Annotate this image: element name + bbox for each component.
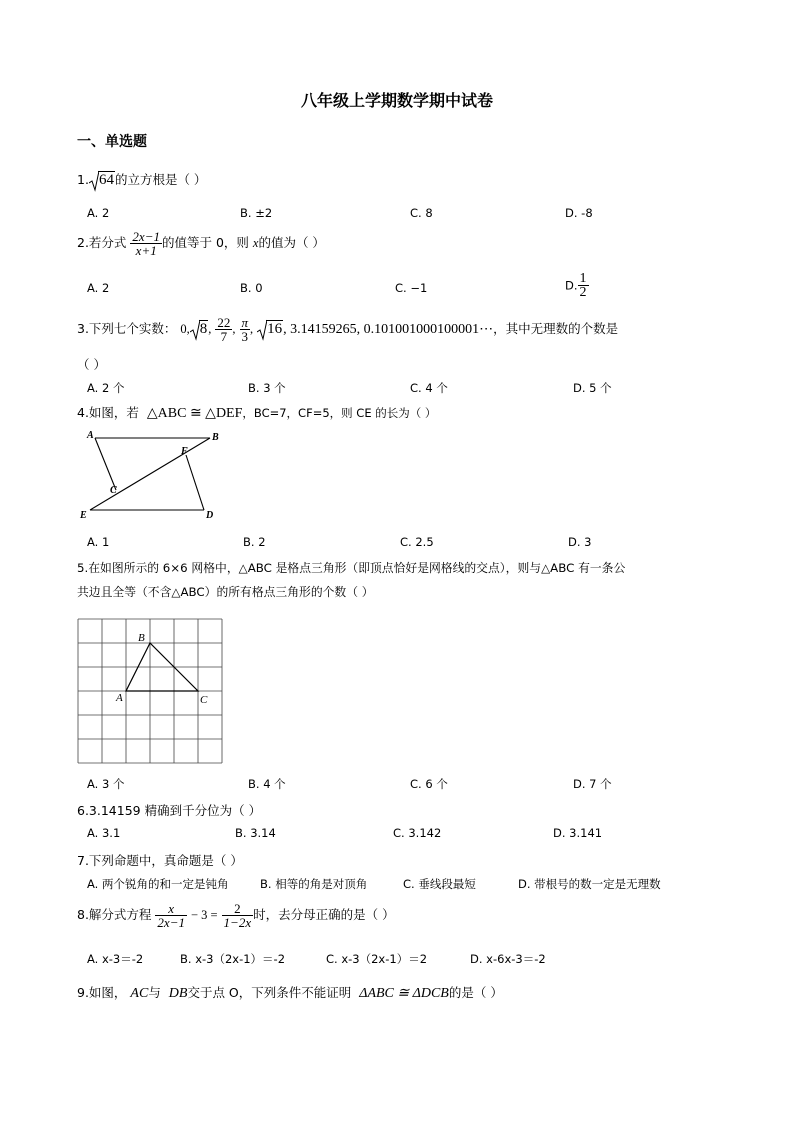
question-5-line-2: 共边且全等（不含△ABC）的所有格点三角形的个数（ ） — [77, 585, 374, 599]
q4-option-d[interactable]: D. 3 — [568, 535, 592, 549]
sqrt-64: 64 — [89, 172, 115, 189]
q1-option-a[interactable]: A. 2 — [87, 206, 110, 220]
grid-label-c: C — [200, 694, 208, 706]
q4-figure — [78, 428, 228, 523]
section-heading: 一、单选题 — [77, 134, 147, 150]
q5-option-a[interactable]: A. 3 个 — [87, 777, 125, 791]
question-6: 6.3.14159 精确到千分位为（ ） — [77, 803, 262, 818]
q1-text: 的立方根是（ ） — [114, 172, 207, 187]
label-a: A — [87, 430, 94, 441]
q2-option-c[interactable]: C. −1 — [395, 281, 428, 295]
grid-label-b: B — [138, 632, 145, 644]
q8-option-c[interactable]: C. x-3（2x-1）＝2 — [326, 952, 428, 966]
q8-option-d[interactable]: D. x-6x-3＝-2 — [470, 952, 546, 966]
q2-option-d[interactable]: D. $\frac{1}{2}$ — [565, 271, 587, 300]
q3-option-c[interactable]: C. 4 个 — [410, 381, 448, 395]
q6-option-c[interactable]: C. 3.142 — [393, 826, 442, 840]
q7-option-d[interactable]: D. 带根号的数一定是无理数 — [518, 877, 661, 891]
q4-option-a[interactable]: A. 1 — [87, 535, 110, 549]
q2-option-b[interactable]: B. 0 — [240, 281, 263, 295]
q3-option-d[interactable]: D. 5 个 — [573, 381, 612, 395]
q6-option-a[interactable]: A. 3.1 — [87, 826, 121, 840]
q5-option-d[interactable]: D. 7 个 — [573, 777, 612, 791]
fraction: $\frac{2x-1}{x+1}$ — [132, 229, 160, 258]
label-f: F — [181, 446, 188, 457]
q1-number: 1. — [77, 172, 89, 187]
question-1 — [77, 170, 206, 189]
label-c: C — [110, 485, 117, 496]
label-d: D — [206, 510, 214, 521]
q7-option-a[interactable]: A. 两个锐角的和一定是钝角 — [87, 877, 229, 891]
q8-option-b[interactable]: B. x-3（2x-1）＝-2 — [180, 952, 286, 966]
q8-option-a[interactable]: A. x-3＝-2 — [87, 952, 144, 966]
question-7: 7.下列命题中，真命题是（ ） — [77, 853, 243, 868]
q1-option-b[interactable]: B. ±2 — [240, 206, 273, 220]
q1-option-d[interactable]: D. -8 — [565, 206, 593, 220]
q7-option-b[interactable]: B. 相等的角是对顶角 — [260, 877, 368, 891]
q1-option-c[interactable]: C. 8 — [410, 206, 433, 220]
q3-option-a[interactable]: A. 2 个 — [87, 381, 125, 395]
q4-option-b[interactable]: B. 2 — [243, 535, 266, 549]
question-4: 4.如图，若 △ABC ≅ △DEF，BC=7，CF=5，则 CE 的长为（ ） — [77, 405, 437, 421]
q5-option-c[interactable]: C. 6 个 — [410, 777, 448, 791]
grid-label-a: A — [116, 692, 123, 704]
q6-option-d[interactable]: D. 3.141 — [553, 826, 603, 840]
q4-option-c[interactable]: C. 2.5 — [400, 535, 434, 549]
question-3: 3.下列七个实数： 0, 8, $\frac{22}{7}$ , $\frac{\pi}{3}$ , 16, 3.14159265, 0.101001000100001⋯，其中无理数的个数是 — [77, 315, 619, 344]
page-title: 八年级上学期数学期中试卷 — [300, 91, 493, 110]
question-2: 2.若分式 $\frac{2x-1}{x+1}$ 的值等于 0，则 x的值为（ ） — [77, 229, 325, 258]
question-5-line-1: 5.在如图所示的 6×6 网格中，△ABC 是格点三角形（即顶点恰好是网格线的交点），则与△ABC 有一条公 — [77, 561, 626, 575]
q5-grid-figure — [76, 617, 224, 765]
q5-option-b[interactable]: B. 4 个 — [248, 777, 286, 791]
q7-option-c[interactable]: C. 垂线段最短 — [403, 877, 476, 891]
q3-option-b[interactable]: B. 3 个 — [248, 381, 286, 395]
q6-option-b[interactable]: B. 3.14 — [235, 826, 276, 840]
question-9: 9.如图， AC与 DB交于点 O，下列条件不能证明 ΔABC ≅ ΔDCB的是（ ） — [77, 985, 503, 1001]
q3-line-2: （ ） — [77, 357, 106, 372]
label-e: E — [80, 510, 87, 521]
label-b: B — [212, 432, 219, 443]
q2-option-a[interactable]: A. 2 — [87, 281, 110, 295]
question-8: 8.解分式方程 $\frac{x}{2x-1}$ − 3 = $\frac{2}{1-2x}$ 时，去分母正确的是（ ） — [77, 901, 395, 930]
